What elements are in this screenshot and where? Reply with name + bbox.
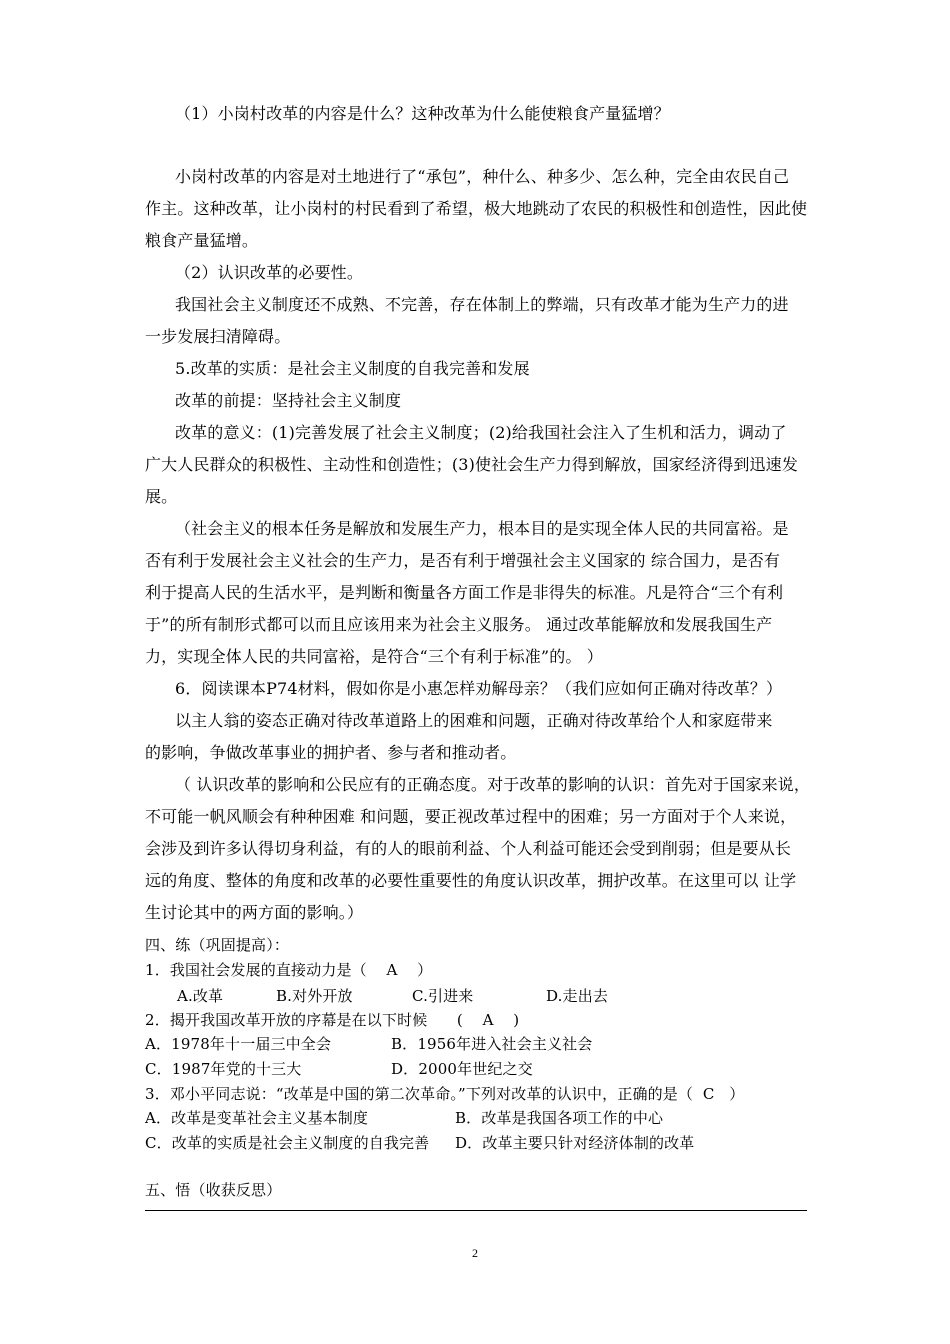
- q2-option-b: B．1956年进入社会主义社会: [391, 1035, 593, 1053]
- question-1-heading: （1）小岗村改革的内容是什么？这种改革为什么能使粮食产量猛增？: [175, 104, 670, 123]
- paragraph-line: 利于提高人民的生活水平，是判断和衡量各方面工作是非得失的标准。凡是符合“三个有利: [145, 583, 784, 602]
- paragraph-line: 远的角度、整体的角度和改革的必要性重要性的角度认识改革，拥护改革。在这里可以 让学: [145, 871, 797, 890]
- paragraph-line: 不可能一帆风顺会有种种困难 和问题，要正视改革过程中的困难；另一方面对于个人来说，: [145, 807, 797, 826]
- q1-option-d: D.走出去: [546, 987, 609, 1005]
- paragraph-line: （ 认识改革的影响和公民应有的正确态度。对于改革的影响的认识：首先对于国家来说，: [175, 775, 811, 794]
- page-number: 2: [472, 1246, 478, 1260]
- q2-option-a: A．1978年十一届三中全会: [145, 1035, 332, 1053]
- paragraph-line: 展。: [145, 487, 178, 506]
- paragraph-line: 一步发展扫清障碍。: [145, 327, 291, 346]
- paragraph-line: 改革的前提：坚持社会主义制度: [175, 391, 402, 410]
- paragraph-line: 粮食产量猛增。: [145, 231, 259, 250]
- q1-stem: 1．我国社会发展的直接动力是（ A ）: [145, 961, 433, 979]
- paragraph-line: 广大人民群众的积极性、主动性和创造性；(3)使社会生产力得到解放，国家经济得到迅速发: [145, 455, 798, 474]
- q1-option-c: C.引进来: [412, 987, 474, 1005]
- section-5-heading: 5.改革的实质：是社会主义制度的自我完善和发展: [175, 359, 530, 378]
- paragraph-line: 作主。这种改革，让小岗村的村民看到了希望，极大地跳动了农民的积极性和创造性，因此使: [145, 199, 808, 218]
- q2-option-d: D．2000年世纪之交: [391, 1060, 533, 1078]
- answer-line: [145, 1210, 807, 1211]
- q1-option-b: B.对外开放: [276, 987, 353, 1005]
- paragraph-line: 我国社会主义制度还不成熟、不完善，存在体制上的弊端，只有改革才能为生产力的进: [175, 295, 789, 314]
- q3-option-b: B．改革是我国各项工作的中心: [455, 1109, 664, 1127]
- paragraph-line: 于”的所有制形式都可以而且应该用来为社会主义服务。 通过改革能解放和发展我国生产: [145, 615, 773, 634]
- q2-option-c: C．1987年党的十三大: [145, 1060, 302, 1078]
- paragraph-line: 的影响，争做改革事业的拥护者、参与者和推动者。: [145, 743, 517, 762]
- paragraph-line: （社会主义的根本任务是解放和发展生产力，根本目的是实现全体人民的共同富裕。是: [175, 519, 789, 538]
- section-6-heading: 6．阅读课本P74材料，假如你是小惠怎样劝解母亲？（我们应如何正确对待改革？）: [175, 679, 783, 698]
- reflect-heading: 五、悟（收获反思）: [145, 1181, 282, 1199]
- paragraph-line: 以主人翁的姿态正确对待改革道路上的困难和问题，正确对待改革给个人和家庭带来: [175, 711, 773, 730]
- q3-option-c: C．改革的实质是社会主义制度的自我完善: [145, 1134, 430, 1152]
- practice-heading: 四、练（巩固提高）：: [145, 936, 290, 954]
- paragraph-line: 会涉及到许多认得切身利益，有的人的眼前利益、个人利益可能还会受到削弱；但是要从长: [145, 839, 792, 858]
- q3-option-a: A．改革是变革社会主义基本制度: [145, 1109, 369, 1127]
- paragraph-line: 改革的意义：(1)完善发展了社会主义制度；(2)给我国社会注入了生机和活力，调动了: [175, 423, 787, 442]
- q3-stem: 3．邓小平同志说：“改革是中国的第二次革命。”下列对改革的认识中，正确的是（ C ）: [145, 1085, 745, 1103]
- paragraph-line: 生讨论其中的两方面的影响。）: [145, 903, 364, 922]
- paragraph-line: 否有利于发展社会主义社会的生产力，是否有利于增强社会主义国家的 综合国力，是否有: [145, 551, 781, 570]
- q2-stem: 2．揭开我国改革开放的序幕是在以下时候 ( A ): [145, 1011, 520, 1029]
- q1-option-a: A.改革: [177, 987, 224, 1005]
- paragraph-line: 力，实现全体人民的共同富裕，是符合“三个有利于标准”的。 ）: [145, 647, 603, 666]
- q3-option-d: D．改革主要只针对经济体制的改革: [455, 1134, 695, 1152]
- paragraph-line: 小岗村改革的内容是对土地进行了“承包”，种什么、种多少、怎么种，完全由农民自己: [175, 167, 790, 186]
- question-2-heading: （2）认识改革的必要性。: [175, 263, 363, 282]
